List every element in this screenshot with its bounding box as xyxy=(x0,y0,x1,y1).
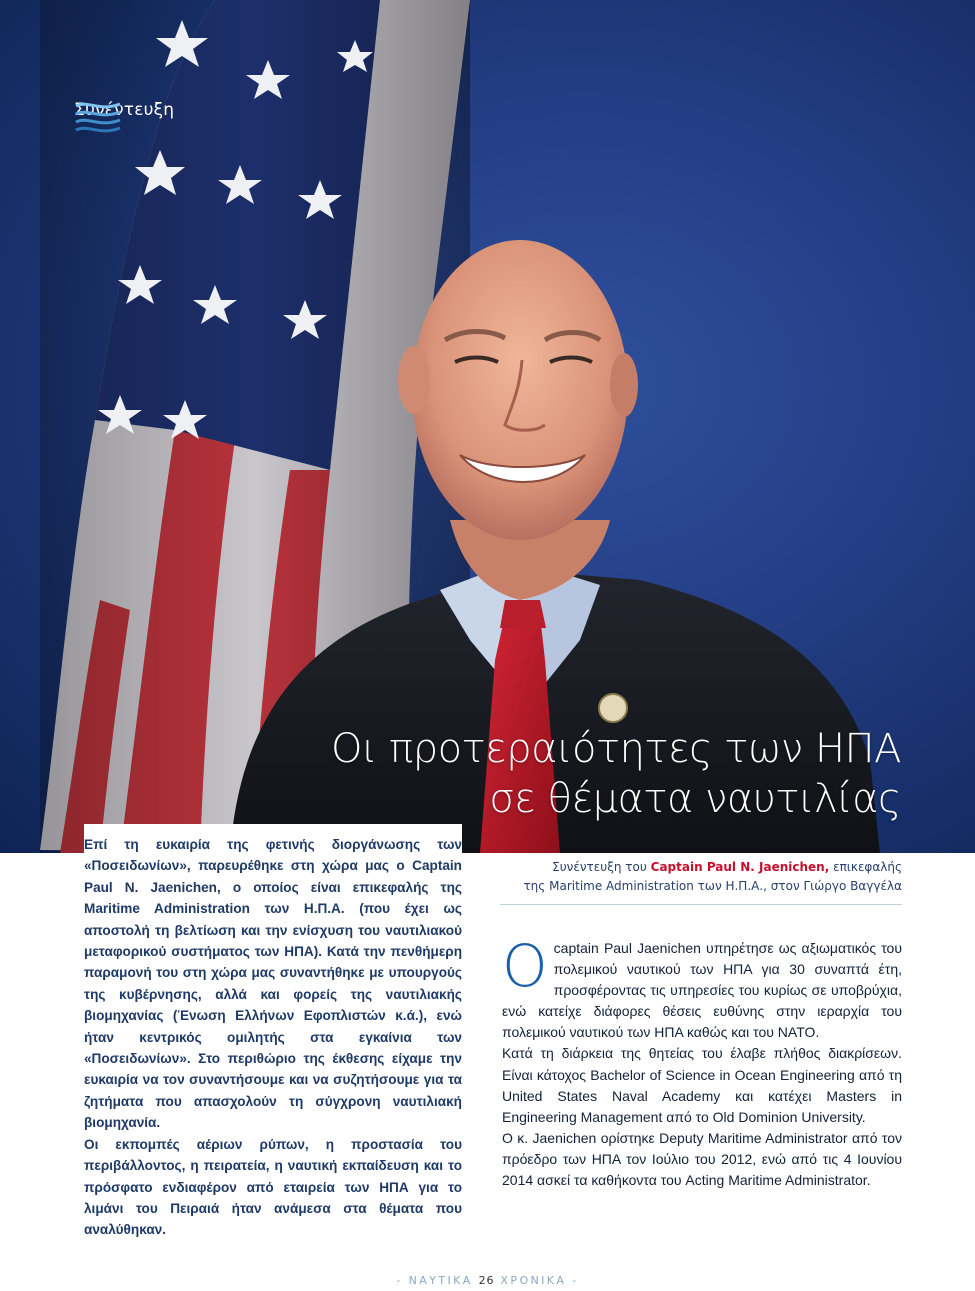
interviewee-name: Captain Paul N. Jaenichen, xyxy=(650,860,830,874)
credit-role: επικεφαλής xyxy=(833,860,902,874)
body-paragraph: captain Paul Jaenichen υπηρέτησε ως αξιωματικός του πολεμικού ναυτικού των ΗΠΑ για 30 συναπτά έτη, προσφέροντας τις υπηρεσίες του κυρίως σε υποβρύχια, ενώ κατείχε διάφορες θέσεις ευθύνης στην ιεραρχία του πολεμικού ναυτικού των ΗΠΑ καθώς και του NATO. xyxy=(502,940,902,1041)
body-column xyxy=(502,932,902,1191)
headline-line-2: σε θέματα ναυτιλίας xyxy=(489,776,901,822)
page-number: 26 xyxy=(478,1274,495,1287)
footer-right: ΧΡΟΝΙΚΑ - xyxy=(500,1274,579,1287)
divider xyxy=(500,904,902,905)
credit-line-2: της Maritime Administration των Η.Π.Α., στον Γιώργο Βαγγέλα xyxy=(523,879,902,893)
drop-cap: Ο xyxy=(502,932,548,1000)
interview-credit xyxy=(500,858,902,896)
body-paragraph: Κατά τη διάρκεια της θητείας του έλαβε πλήθος διακρίσεων. Είναι κάτοχος Bachelor of Science in Ocean Engineering από τη United States Naval Academy και κατέχει Masters in Engineering Management από το Old Dominion University. xyxy=(502,1045,902,1125)
article-headline xyxy=(331,724,901,824)
credit-prefix: Συνέντευξη του xyxy=(552,860,647,874)
lead-paragraph: Οι εκπομπές αέριων ρύπων, η προστασία του περιβάλλοντος, η πειρατεία, η ναυτική εκπαίδευση και το πρόσφατο ενδιαφέρον από εταιρεία των ΗΠΑ για το λιμάνι του Πειραιά ήταν ανάμεσα στα θέματα που αναλύθηκαν. xyxy=(84,1136,462,1238)
section-tag xyxy=(74,100,174,120)
footer-left: - ΝΑΥΤΙΚΑ xyxy=(396,1274,473,1287)
lead-column xyxy=(84,824,462,1254)
headline-line-1: Οι προτεραιότητες των ΗΠΑ xyxy=(330,726,901,772)
waves-icon xyxy=(74,100,122,134)
body-paragraph: Ο κ. Jaenichen ορίστηκε Deputy Maritime Administrator από τον πρόεδρο των ΗΠΑ τον Ιούλιο του 2012, ενώ από τις 4 Ιουνίου 2014 ασκεί τα καθήκοντα του Acting Maritime Administrator. xyxy=(502,1129,902,1189)
section-label: Συνέντευξη xyxy=(74,100,175,120)
lead-paragraph: Επί τη ευκαιρία της φετινής διοργάνωσης των «Ποσειδωνίων», παρευρέθηκε στη χώρα μας ο Captain Paul N. Jaenichen, ο οποίος είναι επικεφαλής της Maritime Administration των Η.Π.Α. (που έχει ως αποστολή τη βελτίωση και την ενίσχυση του ναυτιλιακού μεταφορικού συστήματος των ΗΠΑ). Κατά την πενθήμερη παραμονή του στη χώρα μας συναντήθηκε με υπουργούς της κυβέρνησης, αλλά και φορείς της ναυτιλιακής βιομηχανίας (Ένωση Ελλήνων Εφοπλιστών κ.ά.), ενώ ήταν κεντρικός ομιλητής στα εγκαίνια των «Ποσειδωνίων». Στο περιθώριο της έκθεσης είχαμε την ευκαιρία να τον συναντήσουμε και να συζητήσουμε για τα ζητήματα που απασχολούν τη σύγχρονη ναυτιλιακή βιομηχανία. xyxy=(84,837,462,1131)
page-footer xyxy=(0,1274,975,1287)
